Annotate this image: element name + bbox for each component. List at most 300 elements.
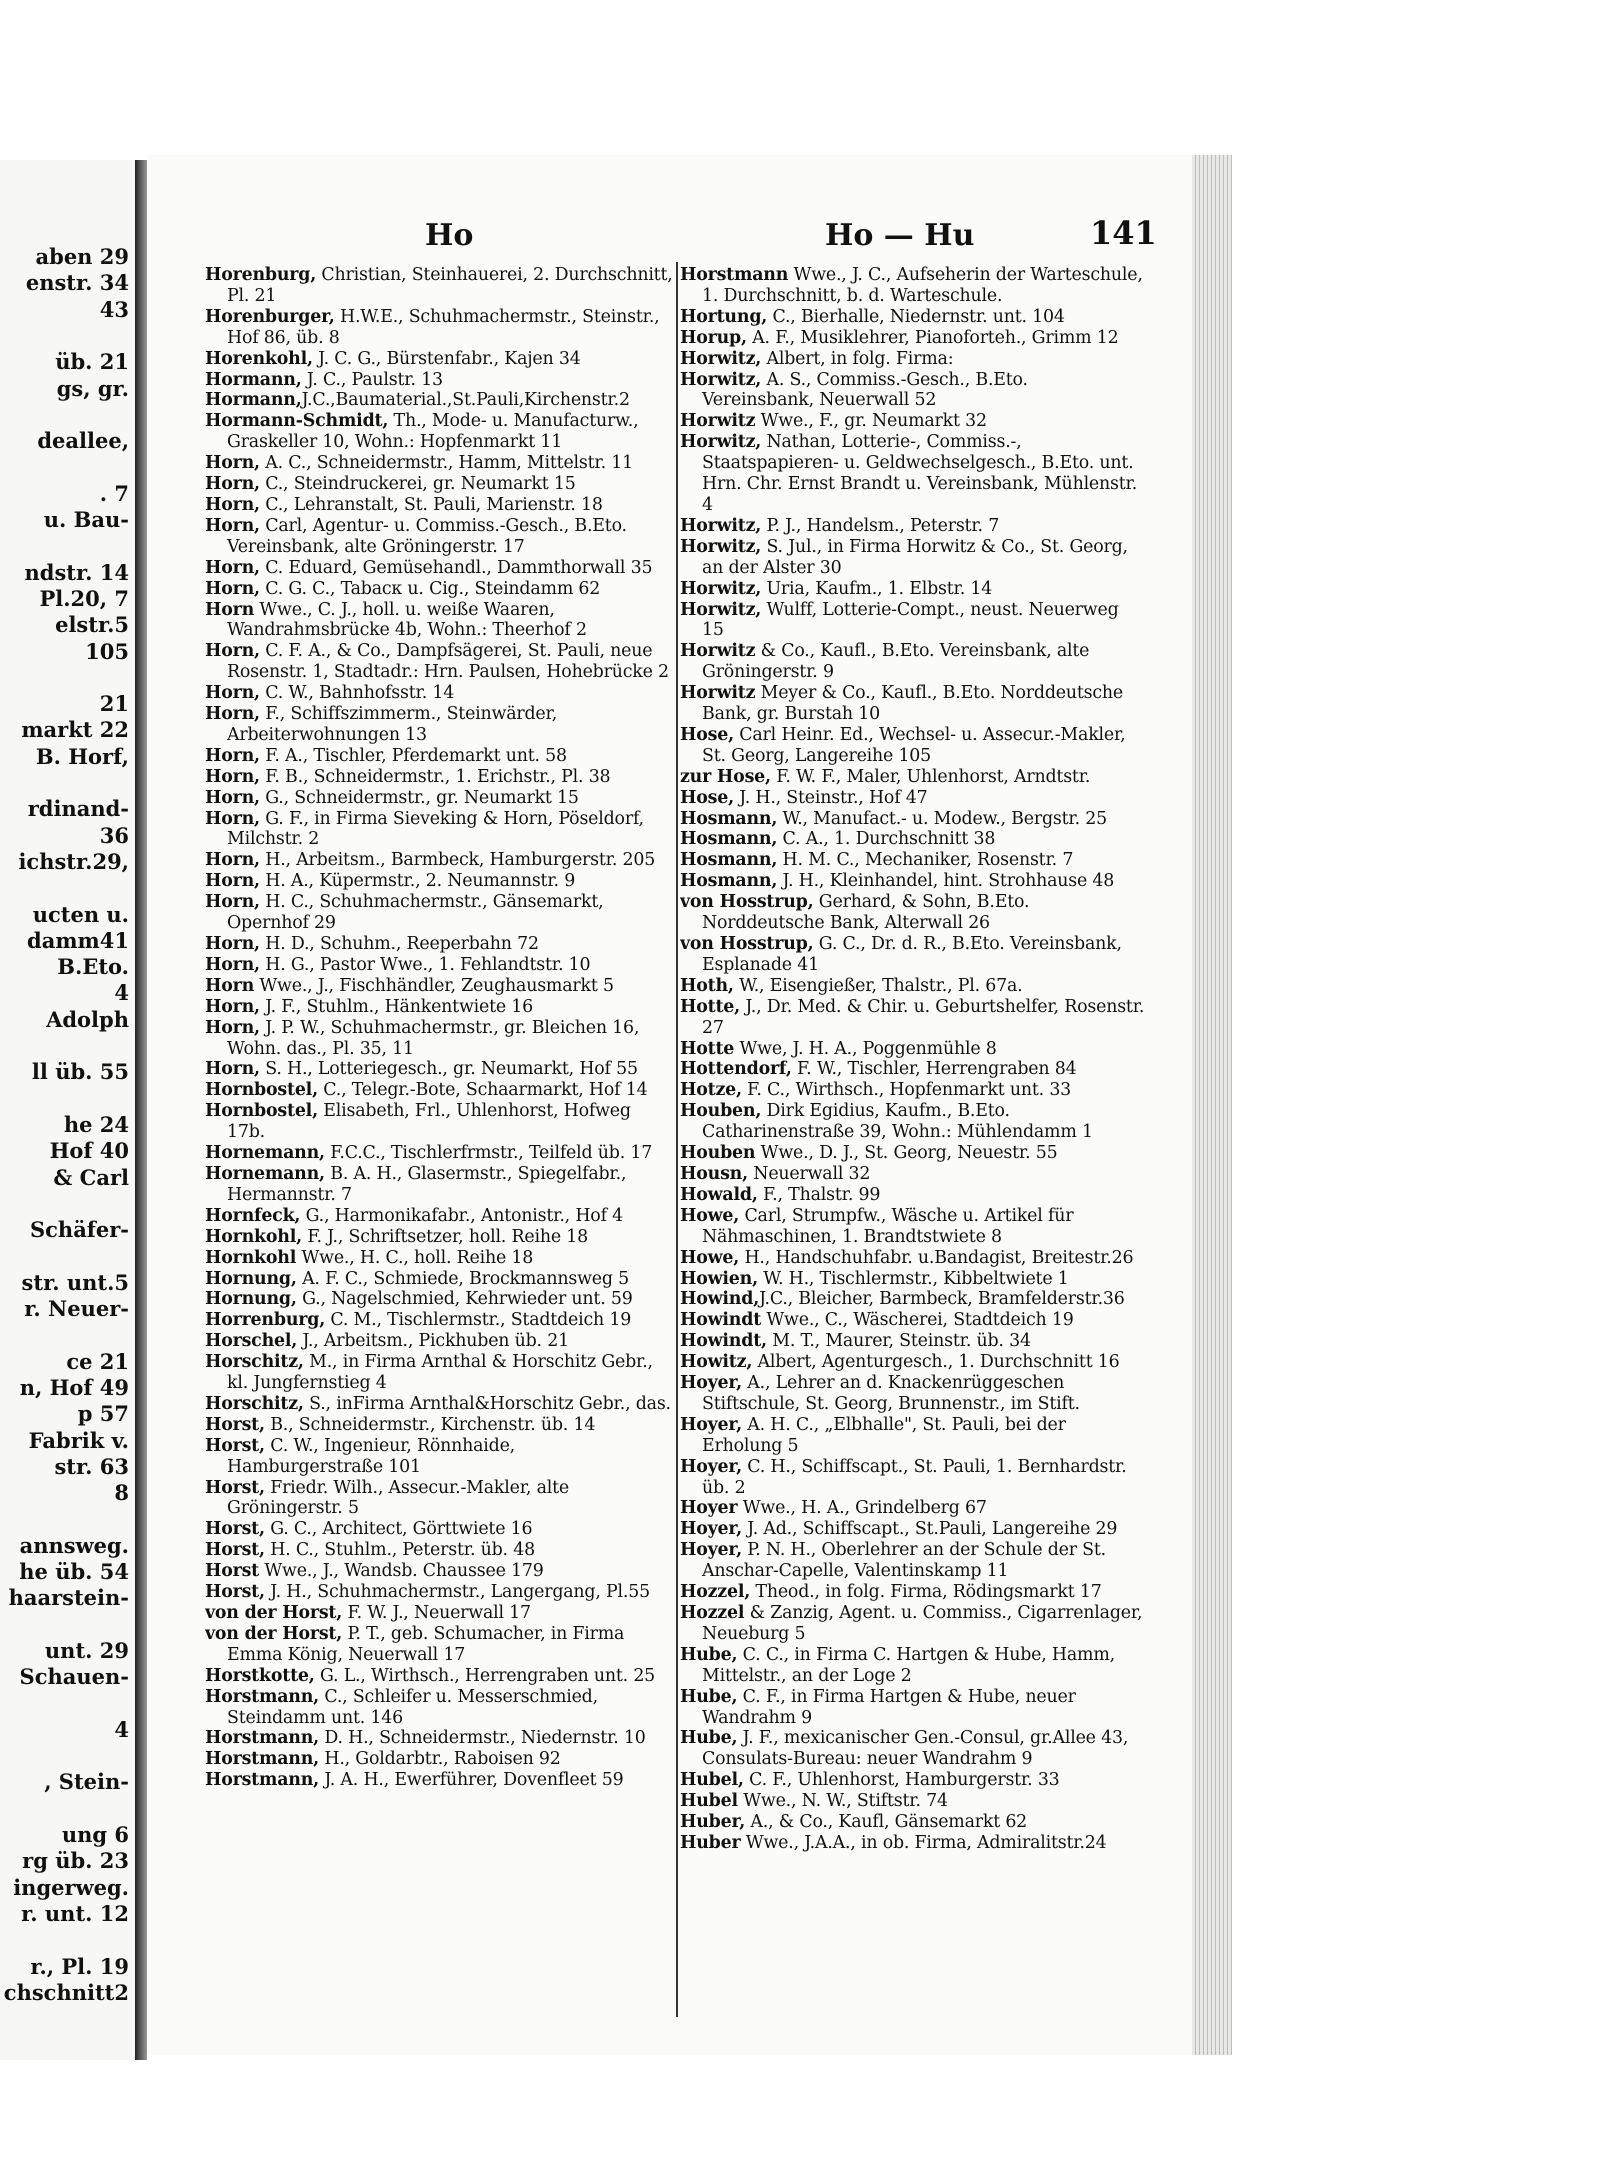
previous-page-fragment: n, Hof 49	[19, 1374, 129, 1400]
directory-entry	[205, 1101, 673, 1143]
entry-details: C. H., Schiffscapt., St. Pauli, 1. Bernhardstr. üb. 2	[702, 1456, 1127, 1498]
directory-entry	[205, 1206, 673, 1227]
entry-details: F. A., Tischler, Pferdemarkt unt. 58	[259, 745, 567, 766]
entry-details: Wwe, J. H. A., Poggenmühle 8	[734, 1038, 997, 1059]
entry-details: C. A., 1. Durchschnitt 38	[777, 829, 996, 850]
entry-name: Horwitz	[680, 411, 756, 432]
directory-entry	[680, 850, 1145, 871]
entry-details: J., Dr. Med. & Chir. u. Geburtshelfer, Rosenstr. 27	[702, 996, 1145, 1038]
directory-entry	[205, 600, 673, 642]
entry-details: F. W. F., Maler, Uhlenhorst, Arndtstr.	[770, 766, 1091, 787]
entry-name: Hoyer,	[680, 1519, 742, 1540]
entry-details: H.W.E., Schuhmachermstr., Steinstr., Hof 86, üb. 8	[227, 306, 660, 348]
entry-name: Hoyer,	[680, 1456, 742, 1477]
entry-name: Horwitz,	[680, 432, 762, 453]
entry-details: H. G., Pastor Wwe., 1. Fehlandtstr. 10	[259, 954, 591, 975]
previous-page-fragment: markt 22	[21, 717, 129, 743]
entry-name: Hoyer,	[680, 1414, 742, 1435]
entry-name: Howitz,	[680, 1352, 753, 1373]
previous-page-fragment: 43	[99, 296, 129, 322]
entry-name: Horn,	[205, 892, 260, 913]
directory-entry	[205, 516, 673, 558]
entry-name: Horn,	[205, 996, 260, 1017]
entry-name: Hornkohl	[205, 1247, 297, 1268]
entry-details: B. A. H., Glasermstr., Spiegelfabr., Hermannstr. 7	[227, 1163, 627, 1205]
entry-name: von der Horst,	[205, 1603, 343, 1623]
entry-details: D. H., Schneidermstr., Niedernstr. 10	[319, 1728, 646, 1749]
entry-name: Hube,	[680, 1686, 738, 1707]
directory-entry	[205, 1436, 673, 1478]
entry-details: J. H., Steinstr., Hof 47	[733, 787, 928, 808]
entry-name: Hose,	[680, 724, 734, 745]
directory-entry	[205, 1728, 673, 1749]
previous-page-fragment: rg üb. 23	[22, 1848, 129, 1874]
entry-details: F. C., Wirthsch., Hopfenmarkt unt. 33	[741, 1080, 1072, 1101]
previous-page-fragment: str. unt.5	[21, 1269, 129, 1295]
entry-name: Horstmann,	[205, 1770, 320, 1791]
directory-entry	[205, 850, 673, 871]
directory-entry	[680, 1185, 1145, 1206]
directory-entry	[205, 1561, 673, 1582]
entry-details: A. C., Schneidermstr., Hamm, Mittelstr. 11	[259, 453, 634, 474]
entry-details: F. B., Schneidermstr., 1. Erichstr., Pl. 38	[259, 766, 611, 787]
directory-entry	[205, 767, 673, 788]
directory-entry	[680, 809, 1145, 830]
previous-page-fragment: r., Pl. 19	[30, 1953, 129, 1979]
entry-details: A. F. C., Schmiede, Brockmannsweg 5	[296, 1268, 629, 1289]
directory-entry	[680, 1791, 1145, 1812]
directory-entry	[680, 871, 1145, 892]
entry-name: Hormann,	[205, 369, 302, 390]
previous-page-fragment: deallee,	[37, 428, 129, 454]
directory-entry	[680, 641, 1145, 683]
directory-entry	[680, 1582, 1145, 1603]
entry-name: Hotte,	[680, 996, 741, 1017]
entry-name: Horst,	[205, 1414, 265, 1435]
directory-entry	[680, 1645, 1145, 1687]
directory-entry	[680, 265, 1145, 307]
directory-entry	[680, 1498, 1145, 1519]
entry-name: Horenkohl,	[205, 348, 313, 369]
entry-details: H., Arbeitsm., Barmbeck, Hamburgerstr. 205	[259, 850, 656, 871]
previous-page-fragment: ll üb. 55	[31, 1059, 129, 1085]
directory-entry	[680, 1728, 1145, 1770]
previous-page-fragment: 105	[85, 638, 129, 664]
entry-name: Hoth,	[680, 975, 734, 996]
entry-details: J.C., Bleicher, Barmbeck, Bramfelderstr.36	[759, 1289, 1125, 1310]
previous-page-fragment: enstr. 34	[25, 270, 129, 296]
directory-entry	[205, 746, 673, 767]
directory-entry	[205, 390, 673, 411]
previous-page-fragment: Hof 40	[49, 1138, 129, 1164]
entry-details: C. F. A., & Co., Dampfsägerei, St. Pauli, neue Rosenstr. 1, Stadtadr.: Hrn. Paulsen, Hohebrücke 2	[227, 641, 669, 683]
entry-details: W., Manufact.- u. Modew., Bergstr. 25	[777, 808, 1107, 829]
entry-details: C., Telegr.-Bote, Schaarmarkt, Hof 14	[317, 1080, 648, 1101]
entry-details: J., Arbeitsm., Pickhuben üb. 21	[297, 1331, 569, 1352]
previous-page-fragment: Schäfer-	[29, 1217, 129, 1243]
entry-name: Horstmann,	[205, 1728, 320, 1749]
entry-name: Hornung,	[205, 1289, 297, 1310]
directory-entry	[680, 1603, 1145, 1645]
entry-details: F.C.C., Tischlerfrmstr., Teilfeld üb. 17	[324, 1143, 653, 1164]
entry-name: Hornung,	[205, 1268, 297, 1289]
entry-name: Horn,	[205, 641, 260, 662]
directory-entry	[680, 934, 1145, 976]
column-divider	[676, 262, 678, 2017]
entry-details: J. C. G., Bürstenfabr., Kajen 34	[312, 348, 581, 369]
directory-entry	[680, 1331, 1145, 1352]
directory-entry	[205, 788, 673, 809]
directory-entry	[680, 600, 1145, 642]
entry-details: W. H., Tischlermstr., Kibbeltwiete 1	[757, 1268, 1069, 1289]
directory-entry	[205, 1603, 673, 1624]
entry-details: S., inFirma Arnthal&Horschitz Gebr., das.	[303, 1393, 671, 1414]
directory-entry	[205, 1415, 673, 1436]
entry-details: P. J., Handelsm., Peterstr. 7	[761, 515, 1000, 536]
entry-name: Horst,	[205, 1519, 265, 1540]
entry-details: Wwe., C., Wäscherei, Stadtdeich 19	[761, 1310, 1074, 1331]
entry-details: J. F., mexicanischer Gen.-Consul, gr.Allee 43, Consulats-Bureau: neuer Wandrahm 9	[702, 1728, 1129, 1770]
directory-entry	[680, 1143, 1145, 1164]
directory-entry	[680, 307, 1145, 328]
previous-page-fragment: rdinand-	[27, 796, 129, 822]
entry-name: Hozzel	[680, 1603, 745, 1623]
previous-page-fragment: Schauen-	[19, 1664, 129, 1690]
previous-page-fragment: 4	[114, 980, 129, 1006]
directory-entry	[205, 1666, 673, 1687]
directory-entry	[205, 809, 673, 851]
entry-details: Carl, Strumpfw., Wäsche u. Artikel für Nähmaschinen, 1. Brandtstwiete 8	[702, 1205, 1074, 1247]
entry-details: Albert, Agenturgesch., 1. Durchschnitt 16	[752, 1352, 1120, 1373]
entry-details: J. H., Kleinhandel, hint. Strohhause 48	[777, 871, 1115, 892]
entry-name: Hotte	[680, 1038, 735, 1059]
directory-entry	[680, 1415, 1145, 1457]
entry-details: C. C., in Firma C. Hartgen & Hube, Hamm, Mittelstr., an der Loge 2	[702, 1644, 1115, 1686]
entry-details: G. F., in Firma Sieveking & Horn, Pöseldorf, Milchstr. 2	[227, 808, 644, 850]
entry-details: J.C.,Baumaterial.,St.Pauli,Kirchenstr.2	[301, 390, 630, 411]
entry-details: Albert, in folg. Firma:	[761, 348, 954, 369]
entry-name: Hosmann,	[680, 808, 778, 829]
entry-details: M. T., Maurer, Steinstr. üb. 34	[766, 1331, 1031, 1352]
directory-entry	[680, 579, 1145, 600]
entry-details: G. L., Wirthsch., Herrengraben unt. 25	[314, 1665, 656, 1686]
entry-name: Hormann,	[205, 390, 302, 411]
entry-details: S. Jul., in Firma Horwitz & Co., St. Georg, an der Alster 30	[702, 536, 1128, 578]
entry-details: C. M., Tischlermstr., Stadtdeich 19	[325, 1310, 632, 1331]
entry-details: Wwe., D. J., St. Georg, Neuestr. 55	[755, 1143, 1058, 1164]
entry-details: F. J., Schriftsetzer, holl. Reihe 18	[302, 1226, 588, 1247]
entry-details: B., Schneidermstr., Kirchenstr. üb. 14	[264, 1414, 596, 1435]
directory-entry	[205, 1080, 673, 1101]
entry-details: H. C., Stuhlm., Peterstr. üb. 48	[264, 1540, 535, 1561]
entry-name: Horwitz	[680, 683, 756, 704]
entry-name: Hornbostel,	[205, 1080, 318, 1101]
entry-name: Horn,	[205, 850, 260, 871]
directory-entry	[680, 349, 1145, 370]
previous-page-fragment: ucten u.	[32, 901, 129, 927]
entry-name: Hornemann,	[205, 1163, 325, 1184]
entry-name: Howindt	[680, 1310, 762, 1331]
entry-details: A. S., Commiss.-Gesch., B.Eto. Vereinsbank, Neuerwall 52	[702, 369, 1028, 411]
entry-name: Hube,	[680, 1644, 738, 1665]
entry-details: & Zanzig, Agent. u. Commiss., Cigarrenlager, Neueburg 5	[702, 1603, 1143, 1644]
directory-entry	[680, 537, 1145, 579]
entry-details: P. T., geb. Schumacher, in Firma Emma König, Neuerwall 17	[227, 1623, 625, 1665]
directory-entry	[205, 1331, 673, 1352]
directory-entry	[205, 683, 673, 704]
entry-name: Horschitz,	[205, 1393, 304, 1414]
entry-name: Horn,	[205, 808, 260, 829]
entry-name: Huber,	[680, 1812, 746, 1833]
running-head-center: Ho — Hu	[825, 218, 975, 253]
entry-details: C. W., Ingenieur, Rönnhaide, Hamburgerstraße 101	[227, 1435, 516, 1477]
directory-entry	[680, 1164, 1145, 1185]
previous-page-fragment: 36	[99, 822, 129, 848]
previous-page-fragment: damm41	[27, 927, 129, 953]
entry-name: Hubel,	[680, 1770, 744, 1791]
entry-name: Howe,	[680, 1247, 740, 1268]
entry-details: W., Eisengießer, Thalstr., Pl. 67a.	[733, 975, 1023, 996]
entry-name: Horn,	[205, 578, 260, 599]
entry-name: Horn,	[205, 745, 260, 766]
previous-page-fragment: r. unt. 12	[21, 1900, 129, 1926]
directory-entry	[680, 432, 1145, 516]
directory-entry	[205, 1143, 673, 1164]
entry-name: Horwitz,	[680, 515, 762, 536]
entry-name: Horn,	[205, 494, 260, 515]
entry-details: Wwe., F., gr. Neumarkt 32	[755, 411, 987, 432]
previous-page-fragment: gs, gr.	[56, 375, 129, 401]
entry-details: Wwe., J. C., Aufseherin der Warteschule, 1. Durchschnitt, b. d. Warteschule.	[702, 265, 1143, 306]
entry-details: A. H. C., „Elbhalle", St. Pauli, bei der Erholung 5	[702, 1414, 1066, 1456]
previous-page-fragment: chschnitt2	[3, 1979, 129, 2005]
directory-entry	[205, 1059, 673, 1080]
entry-name: von Hosstrup,	[680, 934, 814, 954]
entry-name: Howind,	[680, 1289, 760, 1310]
directory-entry	[680, 788, 1145, 809]
entry-details: C., Steindruckerei, gr. Neumarkt 15	[259, 474, 576, 495]
previous-page-fragment: he üb. 54	[19, 1559, 129, 1584]
entry-name: Horn,	[205, 453, 260, 474]
entry-details: Christian, Steinhauerei, 2. Durchschnitt, Pl. 21	[227, 265, 673, 306]
entry-details: C. F., Uhlenhorst, Hamburgerstr. 33	[743, 1770, 1060, 1791]
directory-entry	[205, 1519, 673, 1540]
entry-details: C. Eduard, Gemüsehandl., Dammthorwall 35	[259, 557, 653, 578]
right-column	[680, 265, 1145, 2025]
entry-name: Horwitz,	[680, 369, 762, 390]
directory-entry	[205, 265, 673, 307]
entry-name: Horn,	[205, 1017, 260, 1038]
entry-name: Hube,	[680, 1728, 738, 1749]
previous-page-fragment: he 24	[63, 1111, 129, 1137]
previous-page-fragment: 21	[99, 691, 129, 717]
entry-details: A., & Co., Kaufl, Gänsemarkt 62	[745, 1812, 1028, 1833]
entry-name: von Hosstrup,	[680, 892, 814, 913]
directory-entry	[680, 976, 1145, 997]
entry-name: Hormann-Schmidt,	[205, 411, 389, 432]
entry-details: A. F., Musiklehrer, Pianoforteh., Grimm 12	[746, 327, 1119, 348]
entry-details: Neuerwall 32	[747, 1163, 871, 1184]
directory-entry	[680, 1101, 1145, 1143]
directory-entry	[680, 892, 1145, 934]
entry-name: Horn,	[205, 683, 260, 704]
previous-page-fragment: üb. 21	[55, 349, 129, 375]
previous-page-fragment: unt. 29	[44, 1637, 129, 1663]
entry-details: Wwe., H. A., Grindelberg 67	[737, 1498, 987, 1519]
entry-name: Horst,	[205, 1435, 265, 1456]
previous-page-fragment: ce 21	[66, 1348, 129, 1374]
entry-details: Dirk Egidius, Kaufm., B.Eto. Catharinenstraße 39, Wohn.: Mühlendamm 1	[702, 1101, 1093, 1143]
entry-name: Horstmann	[680, 265, 789, 285]
previous-page-fragment: Fabrik v.	[28, 1427, 129, 1453]
entry-name: Horenburger,	[205, 306, 335, 327]
entry-details: J. P. W., Schuhmachermstr., gr. Bleichen 16, Wohn. das., Pl. 35, 11	[227, 1017, 640, 1059]
directory-entry	[205, 370, 673, 391]
entry-name: Horwitz,	[680, 536, 762, 557]
entry-name: von der Horst,	[205, 1623, 343, 1644]
entry-name: Horn,	[205, 954, 260, 975]
entry-details: G., Harmonikafabr., Antonistr., Hof 4	[300, 1205, 624, 1226]
previous-page-edge	[0, 160, 135, 2060]
directory-entry	[680, 683, 1145, 725]
previous-page-fragment: elstr.5	[55, 612, 129, 638]
directory-entry	[205, 1269, 673, 1290]
entry-details: C. W., Bahnhofsstr. 14	[259, 683, 455, 704]
directory-entry	[680, 411, 1145, 432]
entry-name: Howindt,	[680, 1331, 767, 1352]
entry-details: J. Ad., Schiffscapt., St.Pauli, Langereihe 29	[741, 1519, 1118, 1540]
entry-name: Housn,	[680, 1163, 748, 1184]
page-number: 141	[1090, 214, 1157, 252]
entry-name: Horn	[205, 975, 255, 996]
entry-details: C., Bierhalle, Niedernstr. unt. 104	[767, 306, 1065, 327]
directory-entry	[680, 1080, 1145, 1101]
entry-name: Horn,	[205, 871, 260, 892]
entry-details: H. D., Schuhm., Reeperbahn 72	[259, 934, 539, 954]
directory-entry	[205, 411, 673, 453]
entry-name: Howien,	[680, 1268, 758, 1289]
entry-details: S. H., Lotteriegesch., gr. Neumarkt, Hof 55	[259, 1059, 638, 1080]
directory-entry	[205, 1227, 673, 1248]
entry-details: G., Schneidermstr., gr. Neumarkt 15	[259, 787, 579, 808]
directory-entry	[205, 1687, 673, 1729]
entry-name: Hozzel,	[680, 1582, 751, 1603]
directory-entry	[205, 307, 673, 349]
entry-details: H. A., Küpermstr., 2. Neumannstr. 9	[259, 871, 576, 892]
entry-name: Hoyer	[680, 1498, 738, 1519]
entry-details: P. N. H., Oberlehrer an der Schule der St. Anschar-Capelle, Valentinskamp 11	[702, 1540, 1107, 1582]
entry-details: M., in Firma Arnthal & Horschitz Gebr., kl. Jungfernstieg 4	[227, 1352, 653, 1394]
entry-name: Houben	[680, 1143, 756, 1164]
directory-entry	[680, 1457, 1145, 1499]
entry-name: Hoyer,	[680, 1373, 742, 1394]
directory-entry	[680, 1269, 1145, 1290]
entry-details: G. C., Architect, Görttwiete 16	[264, 1519, 533, 1540]
entry-details: H. M. C., Mechaniker, Rosenstr. 7	[777, 850, 1074, 871]
entry-details: Gerhard, & Sohn, B.Eto. Norddeutsche Bank, Alterwall 26	[702, 892, 1030, 934]
entry-details: Wwe., J.A.A., in ob. Firma, Admiralitstr.24	[740, 1832, 1107, 1853]
entry-name: Horwitz,	[680, 348, 762, 369]
entry-details: C. G. C., Tabacк u. Cig., Steindamm 62	[259, 578, 601, 599]
entry-name: Hoyer,	[680, 1540, 742, 1561]
directory-entry	[205, 1248, 673, 1269]
directory-entry	[205, 558, 673, 579]
entry-name: Hornfeck,	[205, 1205, 301, 1226]
entry-details: J. H., Schuhmachermstr., Langergang, Pl.55	[264, 1582, 650, 1603]
directory-entry	[205, 1540, 673, 1561]
entry-name: Hubel	[680, 1791, 738, 1812]
previous-page-fragment: & Carl	[53, 1164, 129, 1190]
directory-entry	[680, 1248, 1145, 1269]
entry-details: Wulff, Lotterie-Compt., neust. Neuerweg 15	[702, 599, 1119, 641]
previous-page-fragment: ichstr.29,	[18, 848, 129, 874]
entry-details: Theod., in folg. Firma, Rödingsmarkt 17	[750, 1582, 1102, 1603]
directory-entry	[205, 641, 673, 683]
entry-details: H., Handschuhfabr. u.Bandagist, Breitestr.26	[739, 1247, 1134, 1268]
previous-page-fragment: 4	[114, 1716, 129, 1742]
entry-name: Horn,	[205, 934, 260, 954]
directory-entry	[205, 704, 673, 746]
entry-name: Horrenburg,	[205, 1310, 326, 1331]
entry-name: Horn,	[205, 787, 260, 808]
entry-details: Wwe., J., Fischhändler, Zeughausmarkt 5	[254, 975, 614, 996]
previous-page-fragment: haarstein-	[8, 1585, 129, 1611]
entry-details: G., Nagelschmied, Kehrwieder unt. 59	[296, 1289, 633, 1310]
entry-name: Horstmann,	[205, 1686, 320, 1707]
entry-details: F., Schiffszimmerm., Steinwärder, Arbeiterwohnungen 13	[227, 704, 558, 745]
entry-details: H. C., Schuhmachermstr., Gänsemarkt, Opernhof 29	[227, 892, 604, 934]
entry-details: Wwe., N. W., Stiftstr. 74	[737, 1791, 948, 1812]
entry-name: Houben,	[680, 1101, 762, 1122]
entry-details: A., Lehrer an d. Knackenrüggeschen Stiftschule, St. Georg, Brunnenstr., im Stift.	[702, 1373, 1080, 1414]
page-edges	[1192, 155, 1232, 2055]
entry-name: Horst,	[205, 1582, 265, 1603]
entry-name: Horwitz,	[680, 599, 762, 620]
entry-name: Hortung,	[680, 306, 768, 327]
entry-name: Horst,	[205, 1477, 265, 1498]
directory-entry	[205, 1289, 673, 1310]
previous-page-fragment: aben 29	[35, 244, 129, 269]
directory-entry	[205, 1749, 673, 1770]
entry-name: Horstmann,	[205, 1749, 320, 1770]
entry-details: J. C., Paulstr. 13	[301, 369, 443, 390]
entry-name: Horn,	[205, 1059, 260, 1080]
entry-name: Horn,	[205, 704, 260, 725]
directory-entry	[680, 1310, 1145, 1331]
previous-page-fragment: B. Horf,	[35, 743, 129, 769]
directory-entry	[680, 370, 1145, 412]
entry-name: Horschitz,	[205, 1352, 304, 1373]
directory-entry	[205, 871, 673, 892]
directory-entry	[205, 997, 673, 1018]
entry-name: Hottendorf,	[680, 1059, 792, 1080]
directory-entry	[205, 453, 673, 474]
previous-page-fragment: annsweg.	[19, 1532, 129, 1558]
directory-entry	[205, 1394, 673, 1415]
entry-name: Hornkohl,	[205, 1226, 302, 1247]
directory-entry	[680, 767, 1145, 788]
entry-name: Horn,	[205, 515, 260, 536]
entry-name: Hose,	[680, 787, 734, 808]
directory-entry	[680, 1833, 1145, 1854]
entry-details: Meyer & Co., Kaufl., B.Eto. Norddeutsche Bank, gr. Burstah 10	[702, 683, 1123, 725]
directory-entry	[205, 1582, 673, 1603]
entry-name: Horst,	[205, 1540, 265, 1561]
previous-page-fragment: str. 63	[54, 1453, 129, 1479]
directory-entry	[680, 1812, 1145, 1833]
entry-name: Horwitz	[680, 641, 756, 662]
running-head-left: Ho	[425, 218, 474, 253]
